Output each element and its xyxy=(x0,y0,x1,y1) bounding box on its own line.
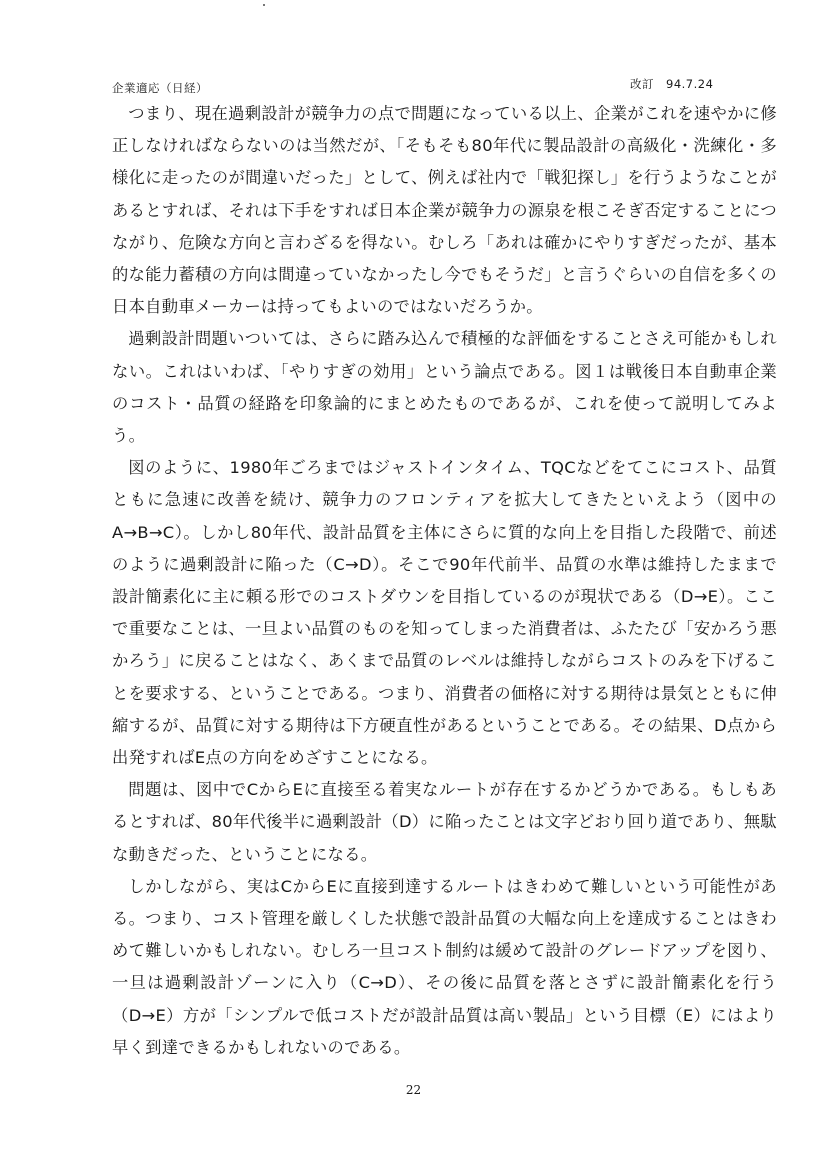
header-revision-date: 改訂 94.7.24 xyxy=(630,77,714,91)
scan-speck xyxy=(263,4,265,6)
paragraph-3: 図のように、1980年ごろまではジャストインタイム、TQCなどをてこにコスト、品質ともに急速に改善を続け、競争力のフロンティアを拡大してきたといえよう（図中のA→B→C）。しかし80年代、設計品質を主体にさらに質的な向上を目指した段階で、前述のように過剰設計に陥った（C→D）。そこで90年代前半、品質の水準は維持したままで設計簡素化に主に頼る形でのコストダウンを目指しているのが現状である（D→E）。ここで重要なことは、一旦よい品質のものを知ってしまった消費者は、ふたたび「安かろう悪かろう」に戻ることはなく、あくまで品質のレベルは維持しながらコストのみを下げることを要求する、ということである。つまり、消費者の価格に対する期待は景気とともに伸縮するが、品質に対する期待は下方硬直性があるということである。その結果、D点から出発すればE点の方向をめざすことになる。 xyxy=(112,458,777,768)
paragraph-2: 過剰設計問題いついては、さらに踏み込んで積極的な評価をすることさえ可能かもしれない。これはいわば、「やりすぎの効用」という論点である。図１は戦後日本自動車企業のコスト・品質の経路を印象論的にまとめたものであるが、これを使って説明してみよう。 xyxy=(112,329,777,446)
paragraph-5: しかしながら、実はCからEに直接到達するルートはきわめて難しいという可能性がある。つまり、コスト管理を厳しくした状態で設計品質の大幅な向上を達成することはきわめて難しいかもしれない。むしろ一旦コスト制約は緩めて設計のグレードアップを図り、一旦は過剰設計ゾーンに入り（C→D）、その後に品質を落とさずに設計簡素化を行う（D→E）方が「シンプルで低コストだが設計品質は高い製品」という目標（E）にはより早く到達できるかもしれないのである。 xyxy=(112,876,777,1057)
paragraph-4: 問題は、図中でCからEに直接至る着実なルートが存在するかどうかである。もしもあるとすれば、80年代後半に過剰設計（D）に陥ったことは文字どおり回り道であり、無駄な動きだった、ということになる。 xyxy=(112,780,777,864)
paragraph-1: つまり、現在過剰設計が競争力の点で問題になっている以上、企業がこれを速やかに修正しなければならないのは当然だが、「そもそも80年代に製品設計の高級化・洗練化・多様化に走ったのが間違いだった」として、例えば社内で「戦犯探し」を行うようなことがあるとすれば、それは下手をすれば日本企業が競争力の源泉を根こそぎ否定することにつながり、危険な方向と言わざるを得ない。むしろ「あれは確かにやりすぎだったが、基本的な能力蓄積の方向は間違っていなかったし今でもそうだ」と言うぐらいの自信を多くの日本自動車メーカーは持ってもよいのではないだろうか。 xyxy=(112,104,777,317)
header-source-label: 企業適応（日経） xyxy=(112,81,208,95)
body-text xyxy=(112,98,777,1064)
page-number: 22 xyxy=(405,1083,422,1097)
